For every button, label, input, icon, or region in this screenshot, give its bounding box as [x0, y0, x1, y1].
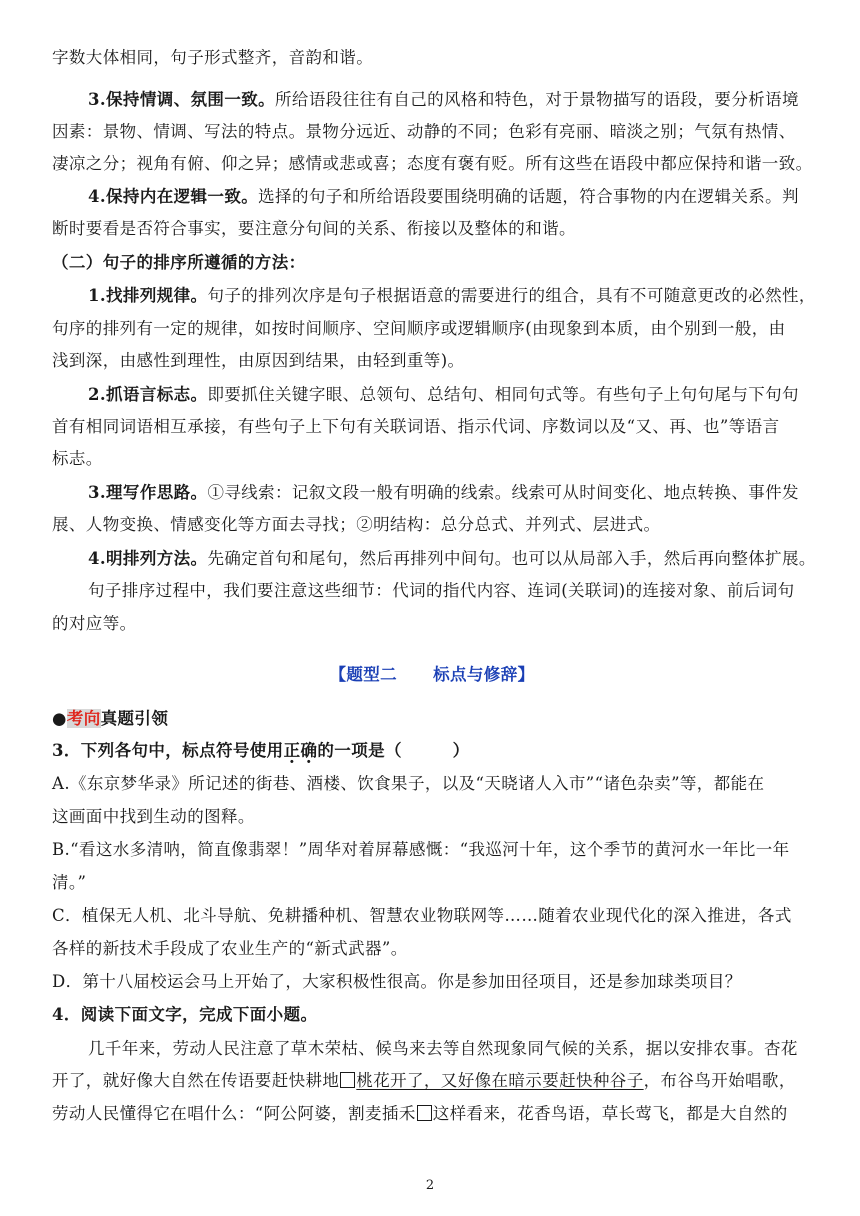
point-heading: 4.明排列方法。: [88, 549, 208, 568]
page-number: 2: [425, 1178, 435, 1193]
subsection-heading: （二）句子的排序所遵循的方法：: [52, 253, 306, 272]
emphasis-dot-char: 正: [283, 741, 301, 760]
option-c: C．植保无人机、北斗导航、免耕播种机、智慧农业物联网等……随着农业现代化的深入推进，各式: [52, 906, 792, 925]
passage-line: 开了，就好像大自然在传语要赶快耕地 桃花开了，又好像在暗示要赶快种谷子，布谷鸟开始唱歌，: [52, 1071, 796, 1090]
paragraph-line: 断时要看是否符合事实，要注意分句间的关系、衔接以及整体的和谐。: [52, 219, 576, 238]
section-title: 【题型二 标点与修辞】: [329, 665, 535, 684]
option-b: 清。”: [52, 873, 87, 892]
kaoxiang-heading: ●考向真题引领: [52, 709, 169, 728]
bullet-icon: ●: [52, 709, 67, 728]
question-3-stem: 3．下列各句中，标点符号使用正确的一项是（ ）: [52, 741, 470, 760]
option-a: 这画面中找到生动的图释。: [52, 807, 255, 826]
option-a: A.《东京梦华录》所记述的街巷、酒楼、饮食果子，以及“天晓诸人入市”“诸色杂卖”等，都能在: [52, 774, 765, 793]
paragraph-line: 因素：景物、情调、写法的特点。景物分远近、动静的不同；色彩有亮丽、暗淡之别；气氛有热情、: [52, 122, 796, 141]
emphasis-dot-char: 确: [300, 741, 318, 760]
paragraph-line: 凄凉之分；视角有俯、仰之异；感情或悲或喜；态度有褒有贬。所有这些在语段中都应保持和谐一致。: [52, 154, 813, 173]
paragraph-line: 字数大体相同，句子形式整齐，音韵和谐。: [52, 48, 374, 67]
paragraph-line: 2.抓语言标志。即要抓住关键字眼、总领句、总结句、相同句式等。有些句子上句句尾与下句句: [88, 385, 799, 404]
kaoxiang-highlight: 考向: [66, 709, 101, 728]
point-heading: 1.找排列规律。: [88, 286, 208, 305]
point-heading: 2.抓语言标志。: [88, 385, 208, 404]
question-4-stem: 4．阅读下面文字，完成下面小题。: [52, 1005, 318, 1024]
paragraph-line: 标志。: [52, 449, 103, 468]
point-heading: 4.保持内在逻辑一致。: [88, 187, 259, 206]
passage-line: 几千年来，劳动人民注意了草木荣枯、候鸟来去等自然现象同气候的关系，据以安排农事。杏花: [88, 1039, 798, 1058]
option-c: 各样的新技术手段成了农业生产的“新式武器”。: [52, 939, 408, 958]
paragraph-line: 4.明排列方法。先确定首句和尾句，然后再排列中间句。也可以从局部入手，然后再向整体扩展。: [88, 549, 816, 568]
paragraph-line: 3.理写作思路。①寻线索：记叙文段一般有明确的线索。线索可从时间变化、地点转换、事件发: [88, 483, 799, 502]
paragraph-line: 4.保持内在逻辑一致。选择的句子和所给语段要围绕明确的话题，符合事物的内在逻辑关系。判: [88, 187, 799, 206]
paragraph-line: 的对应等。: [52, 614, 137, 633]
option-d: D．第十八届校运会马上开始了，大家积极性很高。你是参加田径项目，还是参加球类项目？: [52, 972, 742, 991]
paragraph-line: 1.找排列规律。句子的排列次序是句子根据语意的需要进行的组合，具有不可随意更改的必然性，: [88, 286, 816, 305]
blank-box-icon: [340, 1072, 355, 1088]
paragraph-line: 3.保持情调、氛围一致。所给语段往往有自己的风格和特色，对于景物描写的语段，要分析语境: [88, 90, 799, 109]
paragraph-line: 首有相同词语相互承接，有些句子上下句有关联词语、指示代词、序数词以及“又、再、也”等语言: [52, 417, 780, 436]
paragraph-line: 句序的排列有一定的规律，如按时间顺序、空间顺序或逻辑顺序(由现象到本质，由个别到一般，由: [52, 319, 786, 338]
underlined-text: 桃花开了，又好像在暗示要赶快种谷子: [356, 1071, 644, 1090]
point-heading: 3.理写作思路。: [88, 483, 208, 502]
passage-line: 劳动人民懂得它在唱什么：“阿公阿婆，割麦插禾 这样看来，花香鸟语，草长莺飞，都是大自然的: [52, 1104, 788, 1123]
option-b: B.“看这水多清呐，简直像翡翠！”周华对着屏幕感慨：“我巡河十年，这个季节的黄河水一年比一年: [52, 840, 790, 859]
blank-box-icon: [417, 1105, 432, 1121]
paragraph-line: 展、人物变换、情感变化等方面去寻找；②明结构：总分总式、并列式、层进式。: [52, 515, 661, 534]
paragraph-line: 句子排序过程中，我们要注意这些细节：代词的指代内容、连词(关联词)的连接对象、前后词句: [88, 581, 795, 600]
paragraph-line: 浅到深，由感性到理性，由原因到结果，由轻到重等)。: [52, 351, 465, 370]
point-heading: 3.保持情调、氛围一致。: [88, 90, 276, 109]
